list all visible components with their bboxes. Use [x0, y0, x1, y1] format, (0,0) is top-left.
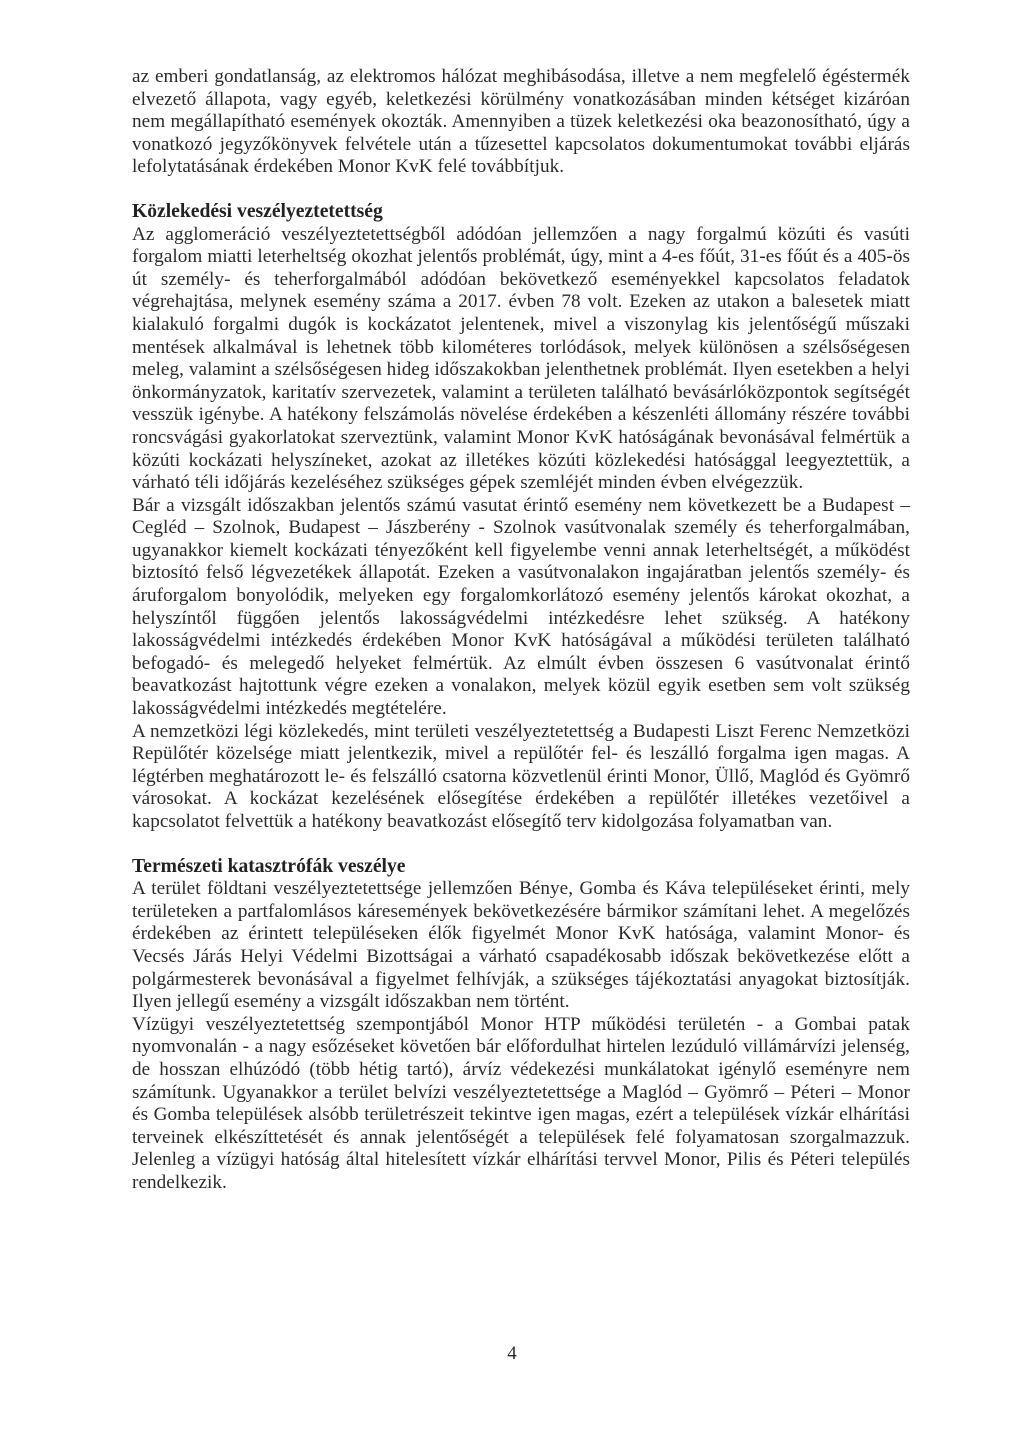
section-spacer: [132, 834, 910, 856]
page-number: 4: [507, 1343, 517, 1364]
natural-paragraph-geology: A terület földtani veszélyeztetettsége jellemzően Bénye, Gomba és Káva településeket érinti, mely területeken a partfalomlásos káresemények bekövetkezésére bármikor számítani lehet. A megelőzés érdekében az érintett településeken élők figyelmét Monor KvK hatósága, valamint Monor- és Vecsés Járás Helyi Védelmi Bizottságai a várható csapadékosabb időszak bekövetkezése előtt a polgármesterek bevonásával a figyelmet felhívják, a szükséges tájékoztatási anyagokat biztosítják. Ilyen jellegű esemény a vizsgált időszakban nem történt.: [132, 878, 910, 1013]
natural-paragraph-water: Vízügyi veszélyeztetettség szempontjából Monor HTP működési területén - a Gombai patak nyomvonalán - a nagy esőzéseket követően bár előfordulhat hirtelen lezúduló villámárvízi jelenség, de hosszan elhúzódó (több hétig tartó), árvíz védekezési munkálatokat igénylő eseményre nem számítunk. Ugyanakkor a terület belvízi veszélyeztetettsége a Maglód – Gyömrő – Péteri – Monor és Gomba települések alsóbb területrészeit tekintve igen magas, ezért a települések vízkár elhárítási terveinek elkészíttetését és annak jelentőségét a települések felé folyamatosan szorgalmazzuk. Jelenleg a vízügyi hatóság által hitelesített vízkár elhárítási tervvel Monor, Pilis és Péteri település rendelkezik.: [132, 1013, 910, 1193]
traffic-paragraph-air: A nemzetközi légi közlekedés, mint területi veszélyeztetettség a Budapesti Liszt Ferenc Nemzetközi Repülőtér közelsége miatt jelentkezik, mivel a repülőtér fel- és leszálló forgalma igen magas. A légtérben meghatározott le- és felszálló csatorna közvetlenül érinti Monor, Üllő, Maglód és Gyömrő városokat. A kockázat kezelésének elősegítése érdekében a repülőtér illetékes vezetőivel a kapcsolatot felvettük a hatékony beavatkozást elősegítő terv kidolgozása folyamatban van.: [132, 720, 910, 832]
traffic-paragraph-rail: Bár a vizsgált időszakban jelentős számú vasutat érintő esemény nem következett be a Budapest – Cegléd – Szolnok, Budapest – Jászberény - Szolnok vasútvonalak személy és teherforgalmában, ugyanakkor kiemelt kockázati tényezőként kell figyelembe venni annak leterheltségét, a működést biztosító felső légvezetékek állapotát. Ezeken a vasútvonalakon ingajáratban jelentős személy- és áruforgalom bonyolódik, melyeken egy forgalomkorlátozó esemény jelentős károkat okozhat, a helyszíntől függően jelentős lakosságvédelmi intézkedésre lehet szükség. A hatékony lakosságvédelmi intézkedés érdekében Monor KvK hatóságával a működési területen található befogadó- és melegedő helyeket felmértük. Az elmúlt évben összesen 6 vasútvonalat érintő beavatkozást hajtottunk végre ezeken a vonalakon, melyek közül egyik esetben sem volt szükség lakosságvédelmi intézkedés megtételére.: [132, 494, 910, 720]
section-heading-natural: Természeti katasztrófák veszélye: [132, 855, 406, 877]
section-spacer: [132, 179, 910, 201]
section-heading-traffic: Közlekedési veszélyeztetettség: [132, 200, 383, 222]
intro-paragraph: az emberi gondatlanság, az elektromos hálózat meghibásodása, illetve a nem megfelelő égéstermék elvezető állapota, vagy egyéb, keletkezési körülmény vonatkozásában minden kétséget kizáróan nem megállapítható események okozták. Amennyiben a tüzek keletkezési oka beazonosítható, úgy a vonatkozó jegyzőkönyvek felvétele után a tűzesettel kapcsolatos dokumentumokat további eljárás lefolytatásának érdekében Monor KvK felé továbbítjuk.: [132, 66, 910, 178]
traffic-paragraph-road: Az agglomeráció veszélyeztetettségből adódóan jellemzően a nagy forgalmú közúti és vasúti forgalom miatti leterheltség okozhat jelentős problémát, úgy, mint a 4-es főút, 31-es főút és a 405-ös út személy- és teherforgalmából adódóan bekövetkező eseményekkel kapcsolatos feladatok végrehajtása, melynek esemény száma a 2017. évben 78 volt. Ezeken az utakon a balesetek miatt kialakuló forgalmi dugók is kockázatot jelentenek, mivel a viszonylag kis jelentőségű műszaki mentések alkalmával is lehetnek több kilométeres torlódások, melyek különösen a szélsőségesen meleg, valamint a szélsőségesen hideg időszakokban jelenthetnek problémát. Ilyen esetekben a helyi önkormányzatok, karitatív szervezetek, valamint a területen található bevásárlóközpontok segítségét vesszük igénybe. A hatékony felszámolás növelése érdekében a készenléti állomány részére további roncsvágási gyakorlatokat szerveztünk, valamint Monor KvK hatóságának bevonásával felmértük a közúti kockázati helyszíneket, azokat az illetékes közúti közlekedési hatósággal leegyeztettük, a várható téli időjárás kezeléséhez szükséges gépek szemléjét minden évben elvégezzük.: [132, 223, 910, 494]
document-page: [132, 66, 910, 1195]
